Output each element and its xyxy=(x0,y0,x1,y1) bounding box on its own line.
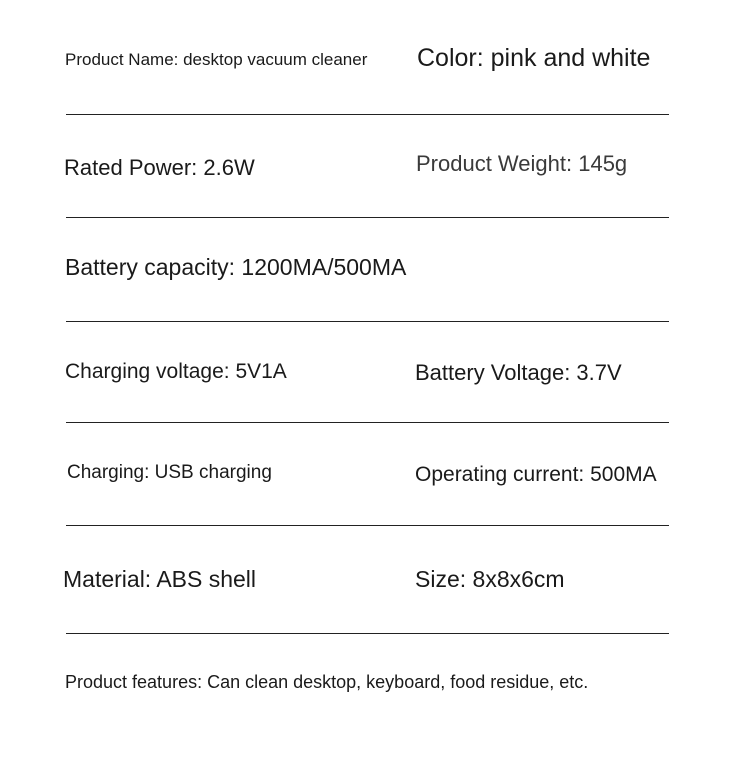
divider-4 xyxy=(66,422,669,423)
battery-capacity-text: Battery capacity: 1200MA/500MA xyxy=(65,254,407,280)
product-weight-text: Product Weight: 145g xyxy=(416,151,628,176)
color-text: Color: pink and white xyxy=(417,44,651,72)
rated-power-text: Rated Power: 2.6W xyxy=(64,155,255,180)
divider-5 xyxy=(66,525,669,526)
product-name-text: Product Name: desktop vacuum cleaner xyxy=(65,50,368,69)
battery-voltage-text: Battery Voltage: 3.7V xyxy=(415,360,622,385)
divider-6 xyxy=(66,633,669,634)
divider-3 xyxy=(66,321,669,322)
charging-voltage-text: Charging voltage: 5V1A xyxy=(65,360,287,383)
divider-1 xyxy=(66,114,669,115)
charging-text: Charging: USB charging xyxy=(67,462,272,483)
size-text: Size: 8x8x6cm xyxy=(415,566,565,592)
material-text: Material: ABS shell xyxy=(63,566,257,592)
product-features-text: Product features: Can clean desktop, keyboard, food residue, etc. xyxy=(65,672,589,692)
operating-current-text: Operating current: 500MA xyxy=(415,463,657,486)
divider-2 xyxy=(66,217,669,218)
